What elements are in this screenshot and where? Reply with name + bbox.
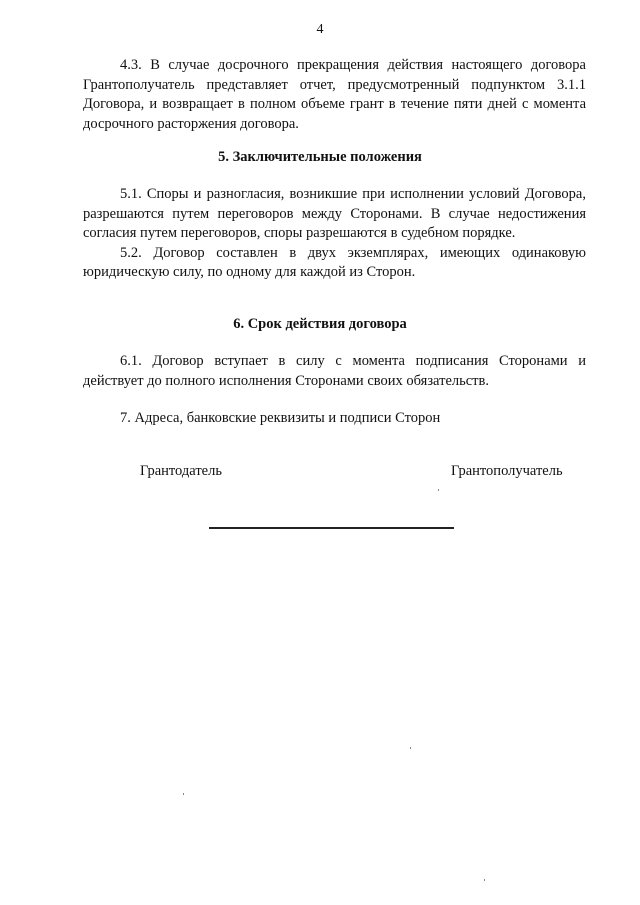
section-6-block bbox=[83, 352, 586, 391]
section-5-block bbox=[83, 185, 586, 283]
scan-speck bbox=[183, 793, 184, 795]
section-5-heading: 5. Заключительные положения bbox=[218, 149, 422, 165]
scan-speck bbox=[438, 489, 439, 491]
separator-line bbox=[209, 527, 454, 529]
scan-speck bbox=[484, 879, 485, 881]
scan-speck bbox=[410, 747, 411, 749]
clause-4-3: 4.3. В случае досрочного прекращения действия настоящего договора Грантополучатель представляет отчет, предусмотренный подпунктом 3.1.1 Договора, и возвращает в полном объеме грант в течение пяти дней с момента досрочного расторжения договора. bbox=[83, 57, 586, 132]
clause-5-1: 5.1. Споры и разногласия, возникшие при исполнении условий Договора, разрешаются путем переговоров между Сторонами. В случае недостижения согласия путем переговоров, споры разрешаются в судебном порядке. bbox=[83, 186, 586, 241]
clause-5-2: 5.2. Договор составлен в двух экземплярах, имеющих одинаковую юридическую силу, по одному для каждой из Сторон. bbox=[83, 244, 586, 280]
page-number: 4 bbox=[316, 22, 324, 37]
section-6-heading: 6. Срок действия договора bbox=[233, 316, 407, 332]
clause-4-3-block bbox=[83, 56, 586, 134]
grantor-label: Грантодатель bbox=[140, 463, 222, 479]
clause-6-1: 6.1. Договор вступает в силу с момента подписания Сторонами и действует до полного исполнения Сторонами своих обязательств. bbox=[83, 353, 586, 389]
section-7-block bbox=[83, 409, 586, 429]
section-7-heading: 7. Адреса, банковские реквизиты и подписи Сторон bbox=[120, 410, 441, 426]
grantee-label: Грантополучатель bbox=[451, 463, 563, 479]
